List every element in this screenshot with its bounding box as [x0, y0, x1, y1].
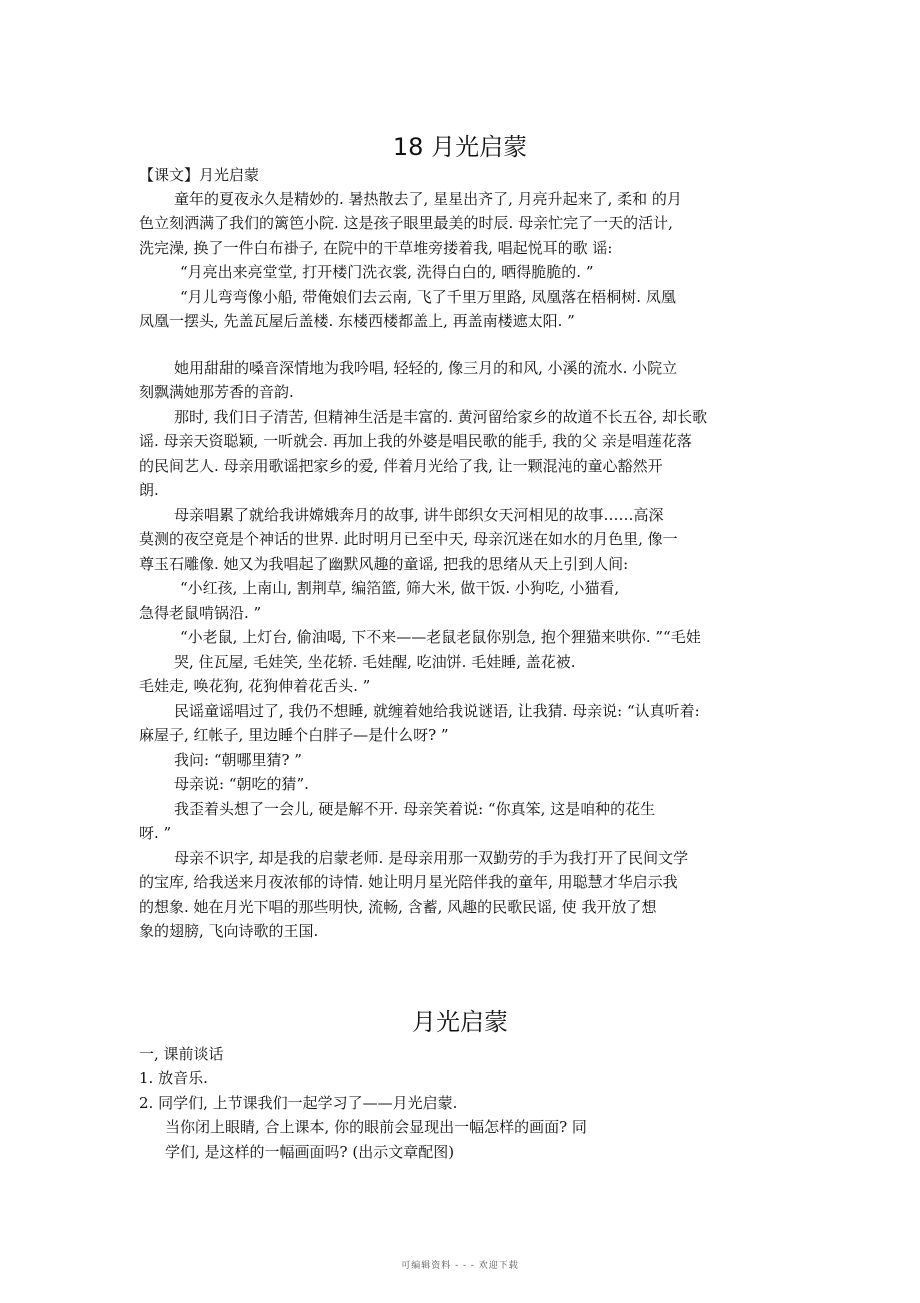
lesson-line: 当你闭上眼睛, 合上课本, 你的眼前会显现出一幅怎样的画面? 同 [165, 1118, 587, 1136]
lesson-line: 一, 课前谈话 [139, 1045, 224, 1063]
text-line: 象的翅膀, 飞向诗歌的王国. [139, 922, 319, 940]
text-line: 洗完澡, 换了一件白布褂子, 在院中的干草堆旁搂着我, 唱起悦耳的歌 谣: [139, 239, 613, 257]
text-line: 凤凰一摆头, 先盖瓦屋后盖楼. 东楼西楼都盖上, 再盖南楼遮太阳. ” [139, 312, 575, 330]
text-line: “月亮出来亮堂堂, 打开楼门洗衣裳, 洗得白白的, 晒得脆脆的. ” [180, 263, 594, 281]
text-line: 童年的夏夜永久是精妙的. 暑热散去了, 星星出齐了, 月亮升起来了, 柔和 的月 [174, 190, 682, 208]
text-line: 呀. ” [139, 824, 172, 842]
text-line: 她用甜甜的嗓音深情地为我吟唱, 轻轻的, 像三月的和风, 小溪的流水. 小院立 [174, 359, 678, 377]
text-line: 母亲说: “朝吃的猜”. [174, 775, 309, 793]
text-line: 麻屋子, 红帐子, 里边睡个白胖子—是什么呀? ” [139, 726, 449, 744]
text-line: 急得老鼠啃锅沿. ” [139, 604, 262, 622]
text-line: 母亲唱累了就给我讲嫦娥奔月的故事, 讲牛郎织女天河相见的故事……高深 [174, 506, 664, 524]
text-line: “小红孩, 上南山, 割荆草, 编箔篮, 筛大米, 做干饭. 小狗吃, 小猫看, [180, 579, 620, 597]
text-line: 我歪着头想了一会儿, 硬是解不开. 母亲笑着说: “你真笨, 这是咱种的花生 [174, 800, 656, 818]
text-line: 朗. [139, 481, 159, 499]
text-line: 色立刻洒满了我们的篱笆小院. 这是孩子眼里最美的时辰. 母亲忙完了一天的活计, [139, 214, 673, 232]
text-line: “月儿弯弯像小船, 带俺娘们去云南, 飞了千里万里路, 凤凰落在梧桐树. 凤凰 [180, 288, 676, 306]
text-line: 的民间艺人. 母亲用歌谣把家乡的爱, 伴着月光给了我, 让一颗混沌的童心豁然开 [139, 457, 663, 475]
lesson-title: 18 月光启蒙 [392, 133, 528, 161]
text-line: 的宝库, 给我送来月夜浓郁的诗情. 她让明月星光陪伴我的童年, 用聪慧才华启示我 [139, 873, 678, 891]
text-line: 民谣童谣唱过了, 我仍不想睡, 就缠着她给我说谜语, 让我猜. 母亲说: “认真听着: [174, 702, 700, 720]
text-line: 毛娃走, 唤花狗, 花狗伸着花舌头. ” [139, 677, 371, 695]
text-line: 母亲不识字, 却是我的启蒙老师. 是母亲用那一双勤劳的手为我打开了民间文学 [174, 849, 689, 867]
text-line: 刻飘满她那芳香的音韵. [139, 383, 294, 401]
text-line: 谣. 母亲天资聪颖, 一听就会. 再加上我的外婆是唱民歌的能手, 我的父 亲是唱莲花落 [139, 432, 692, 450]
text-line: 尊玉石雕像. 她又为我唱起了幽默风趣的童谣, 把我的思绪从天上引到人间: [139, 555, 629, 573]
lesson-line: 1. 放音乐. [139, 1069, 208, 1087]
text-line: 我问: “朝哪里猜? ” [174, 751, 302, 769]
text-line: 的想象. 她在月光下唱的那些明快, 流畅, 含蓄, 风趣的民歌民谣, 使 我开放了想 [139, 898, 657, 916]
text-line: 那时, 我们日子清苦, 但精神生活是丰富的. 黄河留给家乡的故道不长五谷, 却长歌 [174, 408, 708, 426]
text-line: 【课文】月光启蒙 [139, 166, 260, 184]
text-line: 莫测的夜空竟是个神话的世界. 此时明月已至中天, 母亲沉迷在如水的月色里, 像一 [139, 530, 678, 548]
text-line: “小老鼠, 上灯台, 偷油喝, 下不来——老鼠老鼠你别急, 抱个狸猫来哄你. ”“毛娃 [180, 628, 701, 646]
page-footer: 可编辑资料 - - - 欢迎下载 [401, 1261, 519, 1271]
lesson-line: 2. 同学们, 上节课我们一起学习了——月光启蒙. [139, 1094, 458, 1112]
section-title: 月光启蒙 [412, 1008, 508, 1036]
text-line: 哭, 住瓦屋, 毛娃笑, 坐花轿. 毛娃醒, 吃油饼. 毛娃睡, 盖花被. [174, 653, 576, 671]
lesson-line: 学们, 是这样的一幅画面吗? (出示文章配图) [165, 1143, 455, 1161]
